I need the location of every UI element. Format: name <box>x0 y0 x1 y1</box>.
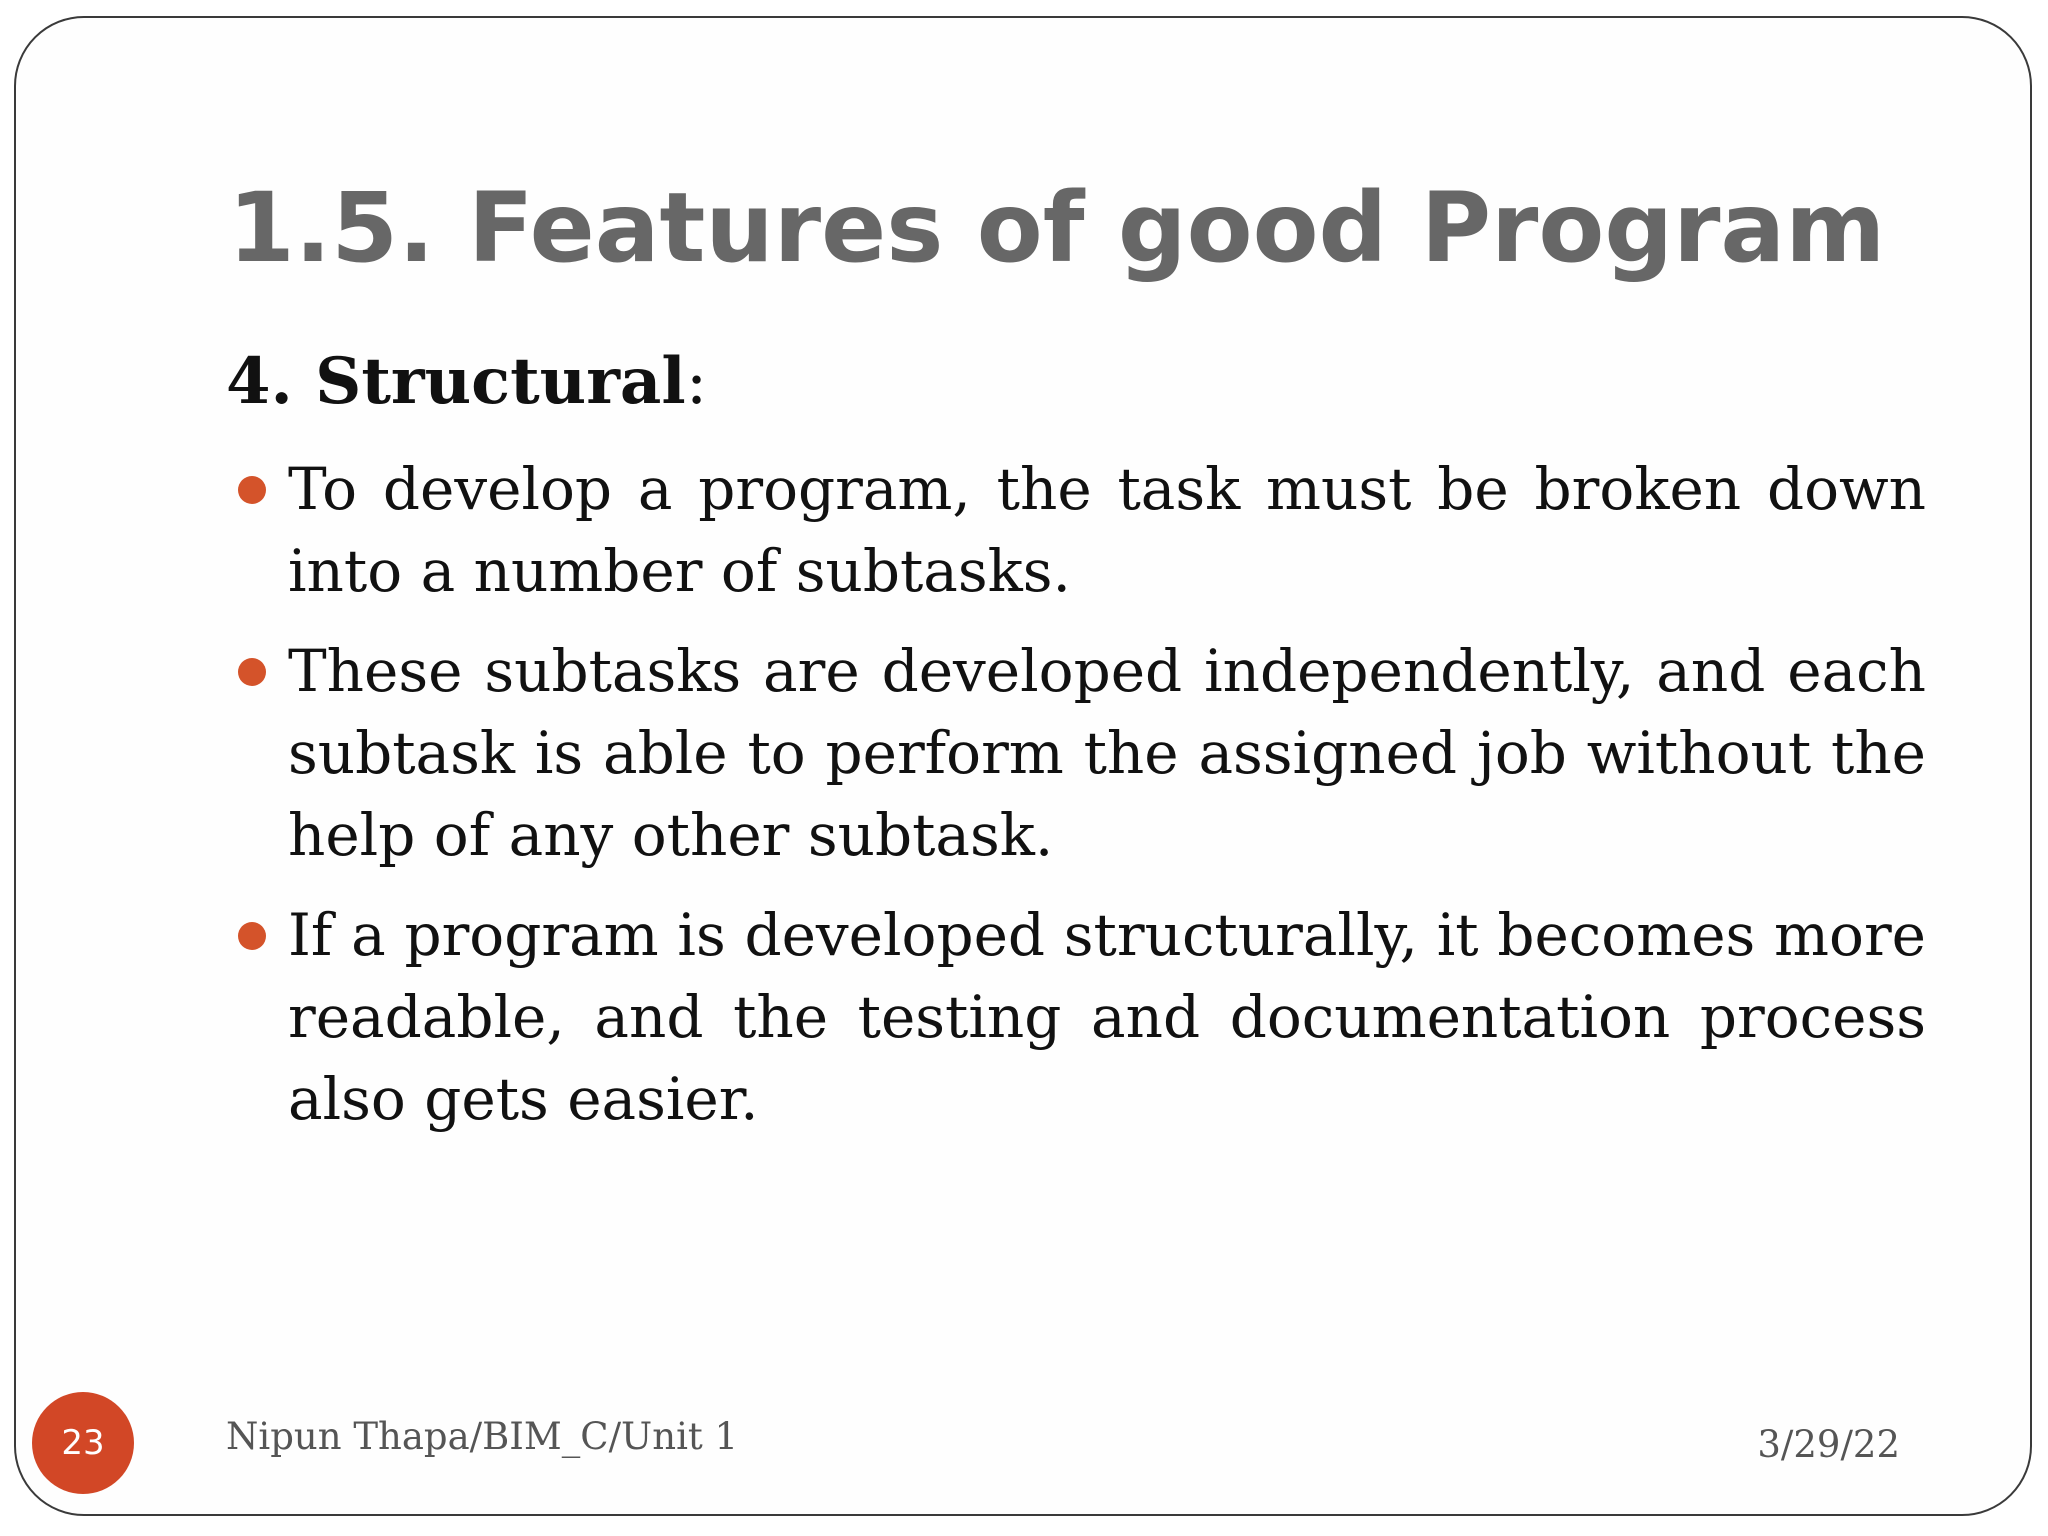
footer-author: Nipun Thapa/BIM_C/Unit 1 <box>226 1415 739 1458</box>
bullet-item <box>226 894 1926 1140</box>
slide-title: 1.5. Features of good Program <box>228 172 1886 284</box>
bullet-item <box>226 448 1926 612</box>
page-number-badge: 23 <box>32 1392 134 1494</box>
bullet-text: To develop a program, the task must be broken down into a number of subtasks. <box>288 455 1926 605</box>
section-heading <box>226 342 707 422</box>
bullet-dot-icon <box>238 658 266 686</box>
section-heading-suffix: : <box>685 345 708 419</box>
bullet-text: If a program is developed structurally, it becomes more readable, and the testing and documentation process also gets easier. <box>288 901 1926 1133</box>
bullet-text: These subtasks are developed independently, and each subtask is able to perform the assigned job without the help of any other subtask. <box>288 637 1926 869</box>
section-heading-label: 4. Structural <box>226 344 686 419</box>
bullet-dot-icon <box>238 476 266 504</box>
bullet-dot-icon <box>238 922 266 950</box>
bullet-item <box>226 630 1926 876</box>
bullet-list <box>226 448 1926 1158</box>
footer-date: 3/29/22 <box>1757 1423 1900 1466</box>
